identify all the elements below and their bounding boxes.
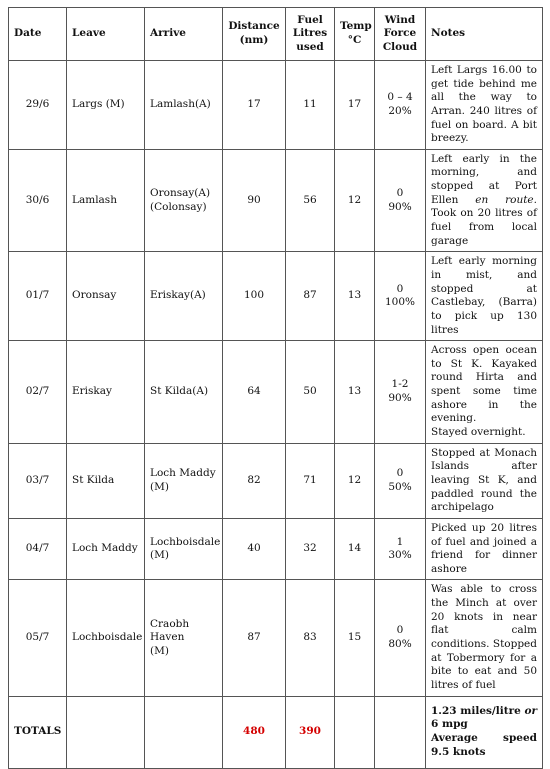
arrive-line2: (M) <box>150 549 169 562</box>
cloud-cover: 20% <box>388 104 412 117</box>
cell-arrive <box>145 149 223 251</box>
cell-fuel: 71 <box>286 443 335 518</box>
wind-force: 1 <box>396 535 404 548</box>
notes-text: Across open ocean to St K. Kayaked round Hirta and spent some time ashore in the evening. <box>431 344 537 425</box>
header-notes: Notes <box>426 8 543 61</box>
cell-leave: Loch Maddy <box>67 518 145 580</box>
totals-note-line3: Average speed 9.5 knots <box>431 732 537 758</box>
header-temp-line1: Temp <box>340 20 372 33</box>
arrive-line2: (M) <box>150 480 169 493</box>
cell-date: 01/7 <box>9 252 67 341</box>
notes-text-a: Left early in the morning, and stopped at Port Ellen <box>431 152 537 206</box>
wind-force: 1-2 <box>391 378 409 391</box>
wind-force: 0 <box>396 282 404 295</box>
cell-temp: 17 <box>335 61 375 150</box>
cell-date: 02/7 <box>9 341 67 443</box>
notes-italic: en route <box>475 193 534 206</box>
cell-notes <box>426 149 543 251</box>
cell-wind-cloud <box>375 341 426 443</box>
cloud-cover: 50% <box>388 480 412 493</box>
cell-arrive <box>145 518 223 580</box>
table-row <box>9 61 543 150</box>
header-leave: Leave <box>67 8 145 61</box>
header-fuel-line3: used <box>296 40 324 53</box>
cell-notes <box>426 341 543 443</box>
cell-notes: Picked up 20 litres of fuel and joined a friend for dinner ashore <box>426 518 543 580</box>
totals-empty-temp <box>335 696 375 768</box>
cell-arrive: St Kilda(A) <box>145 341 223 443</box>
cell-fuel: 56 <box>286 149 335 251</box>
cloud-cover: 30% <box>388 549 412 562</box>
totals-row <box>9 696 543 768</box>
header-wind-line2: Force <box>383 27 417 40</box>
table-row <box>9 149 543 251</box>
cell-fuel: 87 <box>286 252 335 341</box>
cell-arrive: Lamlash(A) <box>145 61 223 150</box>
header-arrive: Arrive <box>145 8 223 61</box>
header-fuel <box>286 8 335 61</box>
cell-date: 30/6 <box>9 149 67 251</box>
header-row <box>9 8 543 61</box>
wind-force: 0 <box>396 467 404 480</box>
cell-distance: 64 <box>223 341 286 443</box>
totals-distance: 480 <box>223 696 286 768</box>
cell-notes: Left early morning in mist, and stopped at Castlebay, (Barra) to pick up 130 litres <box>426 252 543 341</box>
header-distance <box>223 8 286 61</box>
arrive-line1: Craobh <box>150 617 190 630</box>
cell-fuel: 11 <box>286 61 335 150</box>
cell-distance: 82 <box>223 443 286 518</box>
cell-leave: Largs (M) <box>67 61 145 150</box>
cell-distance: 17 <box>223 61 286 150</box>
wind-force: 0 – 4 <box>387 91 413 104</box>
cell-temp: 15 <box>335 580 375 696</box>
cloud-cover: 80% <box>388 637 412 650</box>
header-fuel-line1: Fuel <box>297 13 323 26</box>
cell-fuel: 83 <box>286 580 335 696</box>
cell-temp: 13 <box>335 252 375 341</box>
cell-wind-cloud <box>375 580 426 696</box>
header-wind <box>375 8 426 61</box>
cell-date: 05/7 <box>9 580 67 696</box>
cell-wind-cloud <box>375 149 426 251</box>
cell-leave: Eriskay <box>67 341 145 443</box>
header-wind-line3: Cloud <box>382 40 418 53</box>
table-row <box>9 443 543 518</box>
totals-fuel: 390 <box>286 696 335 768</box>
header-fuel-line2: Litres <box>292 27 328 40</box>
cell-wind-cloud <box>375 252 426 341</box>
header-wind-line1: Wind <box>384 13 416 26</box>
wind-force: 0 <box>396 624 404 637</box>
arrive-line2: (Colonsay) <box>150 200 207 213</box>
totals-label: TOTALS <box>9 696 67 768</box>
arrive-line1: Loch Maddy <box>150 467 216 480</box>
arrive-line2: Haven <box>150 631 185 644</box>
totals-note-line1 <box>431 705 537 719</box>
cell-wind-cloud <box>375 61 426 150</box>
totals-empty-arrive <box>145 696 223 768</box>
cell-date: 03/7 <box>9 443 67 518</box>
cell-temp: 12 <box>335 443 375 518</box>
table-row <box>9 252 543 341</box>
cell-date: 29/6 <box>9 61 67 150</box>
cell-notes: Left Largs 16.00 to get tide behind me all the way to Arran. 240 litres of fuel on board. A bit breezy. <box>426 61 543 150</box>
cell-distance: 40 <box>223 518 286 580</box>
cell-distance: 100 <box>223 252 286 341</box>
arrive-line1: Lochboisdale <box>150 535 221 548</box>
table-row <box>9 580 543 696</box>
cell-wind-cloud <box>375 443 426 518</box>
cell-arrive <box>145 580 223 696</box>
cell-leave: Oronsay <box>67 252 145 341</box>
table-row <box>9 341 543 443</box>
cell-wind-cloud <box>375 518 426 580</box>
cloud-cover: 90% <box>388 200 412 213</box>
header-temp-line2: °C <box>347 34 362 46</box>
cell-fuel: 50 <box>286 341 335 443</box>
cell-temp: 14 <box>335 518 375 580</box>
cloud-cover: 90% <box>388 391 412 404</box>
totals-note-1a: 1.23 miles/litre <box>431 704 525 717</box>
totals-notes <box>426 696 543 768</box>
notes-text-2: Stayed overnight. <box>431 426 526 439</box>
header-distance-line1: Distance <box>228 20 280 33</box>
totals-empty-leave <box>67 696 145 768</box>
header-date: Date <box>9 8 67 61</box>
header-temp <box>335 8 375 61</box>
cell-leave: Lamlash <box>67 149 145 251</box>
cloud-cover: 100% <box>384 296 416 309</box>
wind-force: 0 <box>396 186 404 199</box>
cell-leave: St Kilda <box>67 443 145 518</box>
cell-temp: 12 <box>335 149 375 251</box>
arrive-line1: Oronsay(A) <box>150 186 211 199</box>
table-row <box>9 518 543 580</box>
header-distance-line2: (nm) <box>239 34 269 46</box>
cell-temp: 13 <box>335 341 375 443</box>
cell-fuel: 32 <box>286 518 335 580</box>
notes-text-b: . Took on 20 litres of fuel from local garage <box>431 193 537 247</box>
sailing-log-table <box>8 7 543 769</box>
arrive-line3: (M) <box>150 644 169 657</box>
totals-note-line2: 6 mpg <box>431 718 468 731</box>
cell-arrive <box>145 443 223 518</box>
totals-note-1em: or <box>524 704 537 717</box>
cell-notes: Stopped at Monach Islands after leaving St K, and paddled round the archipelago <box>426 443 543 518</box>
totals-empty-wind <box>375 696 426 768</box>
cell-notes: Was able to cross the Minch at over 20 knots in near flat calm conditions. Stopped at Tobermory for a bite to eat and 50 litres of fuel <box>426 580 543 696</box>
cell-arrive: Eriskay(A) <box>145 252 223 341</box>
cell-date: 04/7 <box>9 518 67 580</box>
cell-distance: 90 <box>223 149 286 251</box>
cell-leave: Lochboisdale <box>67 580 145 696</box>
cell-distance: 87 <box>223 580 286 696</box>
